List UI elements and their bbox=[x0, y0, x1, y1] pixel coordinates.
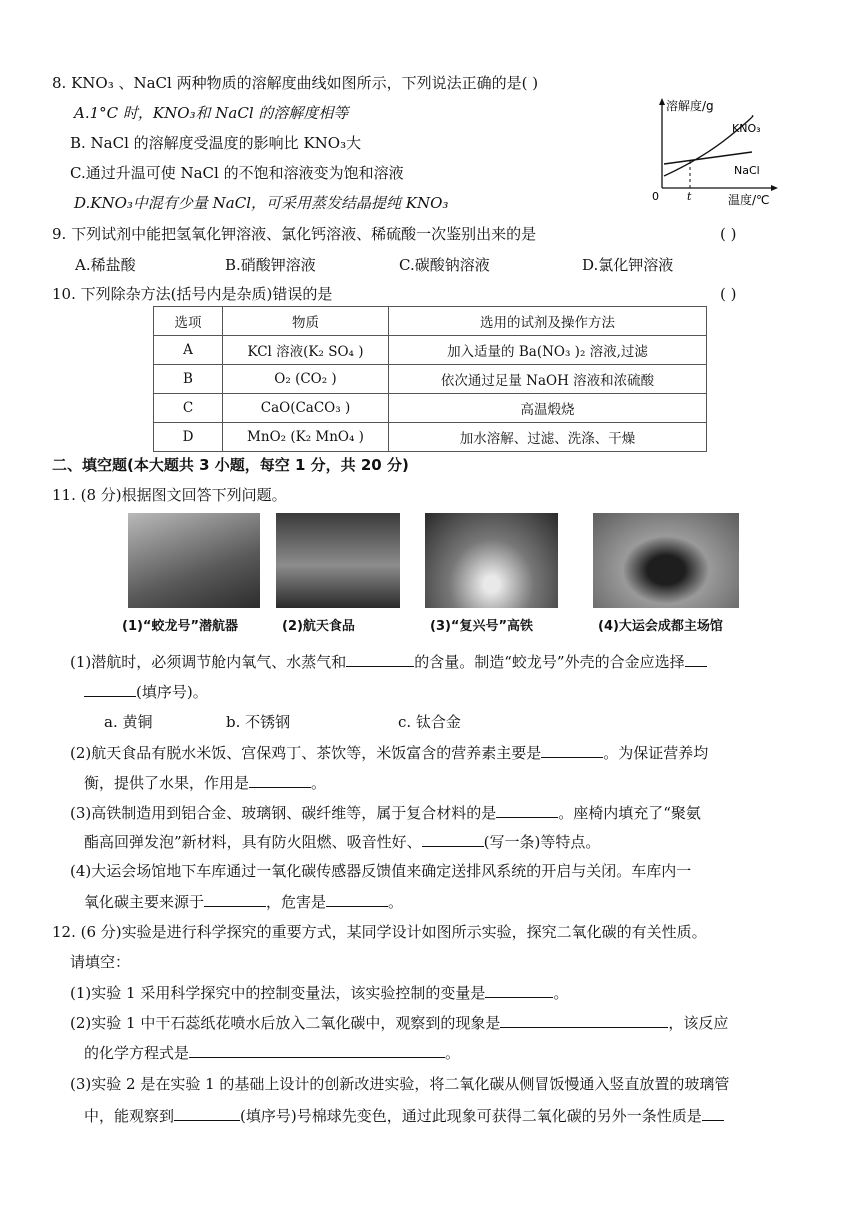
answer-blank[interactable] bbox=[500, 1011, 668, 1028]
space-food-photo bbox=[276, 513, 400, 608]
q12-fill: 请填空： bbox=[70, 953, 131, 971]
table-header: 物质 bbox=[223, 307, 389, 336]
table-header-row bbox=[154, 307, 707, 336]
table-row bbox=[154, 423, 707, 452]
jiaolong-photo bbox=[128, 513, 260, 608]
q9-stem: 9. 下列试剂中能把氢氧化钾溶液、氯化钙溶液、稀硫酸一次鉴别出来的是 bbox=[52, 225, 537, 243]
table-cell: A bbox=[154, 336, 223, 365]
q11-p1-text: 的含量。制造“蛟龙号”外壳的合金应选择 bbox=[414, 653, 685, 671]
q9-option-c: C.碳酸钠溶液 bbox=[399, 256, 490, 274]
caption-jiaolong: (1)“蛟龙号”潜航器 bbox=[122, 619, 239, 634]
table-cell: B bbox=[154, 365, 223, 394]
table-row bbox=[154, 365, 707, 394]
solubility-graph bbox=[648, 96, 788, 208]
q8-option-b: B. NaCl 的溶解度受温度的影响比 KNO₃大 bbox=[70, 134, 362, 152]
answer-blank[interactable] bbox=[346, 650, 414, 667]
q11-part3 bbox=[70, 801, 701, 824]
q12-p1-text: 。 bbox=[553, 984, 569, 1002]
q11-p3-text: (3)高铁制造用到铝合金、玻璃钢、碳纤维等，属于复合材料的是 bbox=[70, 804, 497, 822]
q12-part2 bbox=[70, 1011, 728, 1034]
q11-p2-text: (2)航天食品有脱水米饭、宫保鸡丁、茶饮等，米饭富含的营养素主要是 bbox=[70, 744, 542, 762]
q10-stem: 10. 下列除杂方法(括号内是杂质)错误的是 bbox=[52, 285, 333, 303]
q11-part4-cont bbox=[84, 890, 403, 913]
q12-part2-cont bbox=[84, 1041, 460, 1064]
q9-option-a: A.稀盐酸 bbox=[75, 256, 136, 274]
q11-p4-text: 。 bbox=[388, 893, 404, 911]
answer-blank[interactable] bbox=[702, 1104, 724, 1121]
q11-part2-cont bbox=[84, 771, 326, 794]
q11-opt-b: b. 不锈钢 bbox=[226, 713, 291, 731]
q11-part1 bbox=[70, 650, 707, 673]
table-header: 选用的试剂及操作方法 bbox=[389, 307, 707, 336]
q12-p3-text: (填序号)号棉球先变色，通过此现象可获得二氧化碳的另外一条性质是 bbox=[240, 1107, 702, 1125]
q12-part3: (3)实验 2 是在实验 1 的基础上设计的创新改进实验，将二氧化碳从侧冒饭慢通入竖直放置的玻璃管 bbox=[70, 1075, 730, 1093]
table-row bbox=[154, 394, 707, 423]
q11-part3-cont bbox=[84, 830, 600, 853]
fuxing-train-photo bbox=[425, 513, 558, 608]
answer-blank[interactable] bbox=[174, 1104, 240, 1121]
table-cell: KCl 溶液(K₂ SO₄ ) bbox=[223, 336, 389, 365]
graph-ylabel: 溶解度/g bbox=[666, 99, 714, 113]
table-cell: C bbox=[154, 394, 223, 423]
q12-p2-text: ，该反应 bbox=[668, 1014, 729, 1032]
q12-p3-text: 中，能观察到 bbox=[84, 1107, 175, 1125]
q12-p2-text: 。 bbox=[445, 1044, 461, 1062]
graph-x-arrow bbox=[771, 185, 778, 191]
answer-blank[interactable] bbox=[249, 771, 311, 788]
table-cell: CaO(CaCO₃ ) bbox=[223, 394, 389, 423]
table-cell: D bbox=[154, 423, 223, 452]
answer-blank[interactable] bbox=[496, 801, 558, 818]
section-heading: 二、填空题(本大题共 3 小题，每空 1 分，共 20 分) bbox=[52, 456, 409, 474]
impurity-table bbox=[153, 306, 707, 452]
q11-p4-text: 氧化碳主要来源于 bbox=[84, 893, 205, 911]
answer-blank[interactable] bbox=[685, 650, 707, 667]
q11-p2-text: 。 bbox=[311, 774, 327, 792]
answer-blank[interactable] bbox=[189, 1041, 445, 1058]
answer-blank[interactable] bbox=[485, 981, 553, 998]
q12-p1-text: (1)实验 1 采用科学探究中的控制变量法，该实验控制的变量是 bbox=[70, 984, 486, 1002]
q8-option-d: D.KNO₃中混有少量 NaCl，可采用蒸发结晶提纯 KNO₃ bbox=[74, 194, 449, 212]
q9-bracket: ( ) bbox=[720, 225, 737, 243]
q12-p2-text: (2)实验 1 中干石蕊纸花喷水后放入二氧化碳中，观察到的现象是 bbox=[70, 1014, 501, 1032]
q12-part1 bbox=[70, 981, 568, 1004]
answer-blank[interactable] bbox=[541, 741, 603, 758]
answer-blank[interactable] bbox=[326, 890, 388, 907]
answer-blank[interactable] bbox=[84, 680, 136, 697]
graph-y-arrow bbox=[659, 98, 665, 105]
q11-stem: 11. (8 分)根据图文回答下列问题。 bbox=[52, 486, 287, 504]
table-cell: 加水溶解、过滤、洗涤、干燥 bbox=[389, 423, 707, 452]
graph-nacl-label: NaCl bbox=[734, 164, 760, 177]
q11-p2-text: 衡，提供了水果，作用是 bbox=[84, 774, 250, 792]
q8-option-c: C.通过升温可使 NaCl 的不饱和溶液变为饱和溶液 bbox=[70, 164, 404, 182]
q12-p2-text: 的化学方程式是 bbox=[84, 1044, 190, 1062]
q10-bracket: ( ) bbox=[720, 285, 737, 303]
q8-stem: 8. KNO₃ 、NaCl 两种物质的溶解度曲线如图所示，下列说法正确的是( ) bbox=[52, 74, 539, 92]
q11-p1-text: (1)潜航时，必须调节舱内氧气、水蒸气和 bbox=[70, 653, 347, 671]
q8-option-a: A.1°C 时，KNO₃和 NaCl 的溶解度相等 bbox=[74, 104, 349, 122]
graph-t-label: t bbox=[687, 190, 692, 203]
graph-xlabel: 温度/℃ bbox=[728, 193, 770, 207]
answer-blank[interactable] bbox=[204, 890, 266, 907]
q11-p2-text: 。为保证营养均 bbox=[603, 744, 709, 762]
q11-p3-text: 。座椅内填充了“聚氨 bbox=[558, 804, 701, 822]
q11-p3-text: (写一条)等特点。 bbox=[483, 833, 601, 851]
caption-space-food: (2)航天食品 bbox=[282, 619, 355, 634]
q11-part4: (4)大运会场馆地下车库通过一氧化碳传感器反馈值来确定送排风系统的开启与关闭。车库内一 bbox=[70, 862, 692, 880]
table-header: 选项 bbox=[154, 307, 223, 336]
table-cell: 依次通过足量 NaOH 溶液和浓硫酸 bbox=[389, 365, 707, 394]
q11-opt-a: a. 黄铜 bbox=[104, 713, 153, 731]
caption-stadium: (4)大运会成都主场馆 bbox=[598, 619, 723, 634]
table-row bbox=[154, 336, 707, 365]
table-cell: MnO₂ (K₂ MnO₄ ) bbox=[223, 423, 389, 452]
table-cell: 加入适量的 Ba(NO₃ )₂ 溶液,过滤 bbox=[389, 336, 707, 365]
q11-part2 bbox=[70, 741, 708, 764]
table-cell: O₂ (CO₂ ) bbox=[223, 365, 389, 394]
answer-blank[interactable] bbox=[422, 830, 484, 847]
caption-fuxing: (3)“复兴号”高铁 bbox=[430, 619, 534, 634]
graph-origin: 0 bbox=[652, 190, 659, 203]
q11-p3-text: 酯高回弹发泡”新材料，具有防火阻燃、吸音性好、 bbox=[84, 833, 422, 851]
q11-p4-text: ，危害是 bbox=[266, 893, 327, 911]
nacl-curve bbox=[664, 152, 752, 164]
q11-p1-text: (填序号)。 bbox=[136, 683, 208, 701]
q12-stem: 12. (6 分)实验是进行科学探究的重要方式，某同学设计如图所示实验，探究二氧化碳的有关性质。 bbox=[52, 923, 707, 941]
graph-kno3-label: KNO₃ bbox=[732, 122, 761, 135]
stadium-photo bbox=[593, 513, 739, 608]
q11-opt-c: c. 钛合金 bbox=[398, 713, 461, 731]
q12-part3-cont bbox=[84, 1104, 724, 1127]
q9-option-b: B.硝酸钾溶液 bbox=[225, 256, 316, 274]
table-cell: 高温煅烧 bbox=[389, 394, 707, 423]
q11-part1-cont bbox=[84, 680, 208, 703]
q9-option-d: D.氯化钾溶液 bbox=[582, 256, 674, 274]
